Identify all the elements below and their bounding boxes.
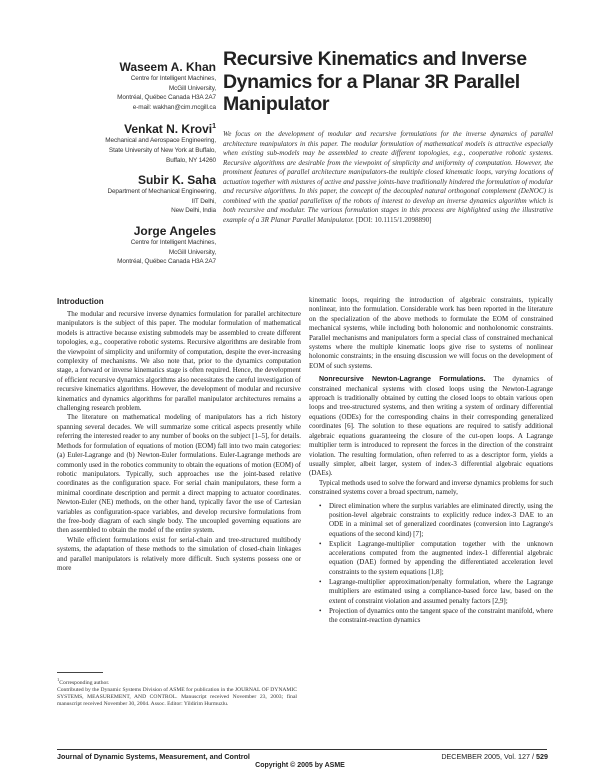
footnote-corresponding: $^1$Corresponding author. [57,677,110,686]
methods-list [317,502,553,626]
author-affiliation-line: Centre for Intelligent Machines, [130,75,216,82]
footnote-mark: 1 [57,677,60,682]
corresponding-author-mark: 1 [212,123,216,131]
author-affiliation-line: Montréal, Québec Canada H3A 2A7 [117,94,216,102]
footnote-divider [57,672,103,673]
author-affiliation-line: Department of Mechanical Engineering, [107,188,216,196]
intro-paragraph: While efficient formulations exist for serial-chain and tree-structured multibody systems, the adaptation of these methods to the simulation of closed-chain linkages and parallel manipulators is relatively more difficult. Such systems possess one or more [57,535,301,572]
author-block [40,173,216,216]
footer-journal-name: Journal of Dynamic Systems, Measurement, and Control [57,752,250,761]
author-block [40,224,216,267]
list-item: • Projection of dynamics onto the tangent space of the constraint manifold, where the constraint-reaction dynamics [317,607,553,626]
author-affiliation-line: Montréal, Québec Canada H3A 2A7 [117,258,216,266]
author-email: e-mail: wakhan@cim.mcgill.ca [132,103,216,111]
footnote-contributed: Contributed by the Dynamic Systems Division of ASME for publication in the JOURNAL OF DYNAMIC SYSTEMS, MEASUREMENT, AND CONTROL. Manuscript received November 23, 2003; final manuscript received November 30, 2004. Assoc. Editor: Yildirim Hurmuzlu. [57,686,297,708]
footer-divider [57,749,547,750]
author-affiliation-line: McGill University, [168,84,216,92]
footer-issue-info: DECEMBER 2005, Vol. 127 / 529 [441,752,548,761]
author-block [40,120,216,165]
run-in-text: The dynamics of constrained mechanical systems with closed loops using the Newton-Lagrange approach is traditionally obtained by cutting the closed loops to obtain various open loops and tree-structured systems, and then writing a system of ordinary differential equations (ODEs) for the corresponding chains in their corresponding generalized coordinates [6]. The solution to these equations are required to satisfy additional algebraic equations guaranteeing the closure of the cut-open loops. A Lagrange multiplier term is introduced to represent the forces in the direction of the constraint violation. The resulting formulation, often referred to as a descriptor form, yields a usually simpler, albeit larger, system of index-3 differential algebraic equations (DAEs). [309,375,553,478]
page-number: 529 [536,752,548,761]
author-affiliation-line: Buffalo, NY 14260 [166,156,216,164]
footnotes [57,676,297,708]
author-affiliation-line: New Delhi, India [171,207,216,215]
section-heading-introduction: Introduction [57,297,104,306]
intro-paragraph: The modular and recursive inverse dynamics formulation for parallel architecture manipulators is the subject of this paper. The modular formulation of mathematical models is attractive because existing submodels may be assembled to create different topologies, e.g., cooperative robotic systems. Recursive algorithms are desirable from the viewpoint of simplicity and uniformity of computation, despite the ever-increasing complexity of mechanisms. We also note that, prior to the dynamics computation stage, a forward or inverse kinematics stage is often required. Hence, the development of efficient recursive dynamics algorithms also necessitates the careful investigation of recursive kinematics algorithms. However, the development of modular and recursive kinematics and dynamics algorithms for parallel manipulator architectures remains a challenging research problem. [57,310,301,413]
footer-copyright: Copyright © 2005 by ASME [255,762,345,769]
list-item: • Lagrange-multiplier approximation/penalty formulation, where the Lagrange multipliers are estimated using a compliance-based force law, based on the extent of constraint violation and assumed penalty factors [2,9]; [317,578,553,606]
author-name: Waseem A. Khan [119,60,216,74]
author-block [40,60,216,112]
author-affiliation-line: State University of New York at Buffalo, [108,146,216,154]
author-affiliation-line: Centre for Intelligent Machines, [130,238,216,246]
run-in-heading: Nonrecursive Newton-Lagrange Formulations. [319,376,486,384]
author-affiliation-line: McGill University, [168,248,216,256]
list-item: • Direct elimination where the surplus variables are eliminated directly, using the position-level algebraic constraints to explicitly reduce index-3 DAE to an ODE in a minimal set of generalized coordinates (conversion into Lagrange's equations of the second kind) [7]; [317,502,553,540]
newton-lagrange-paragraph [309,375,553,478]
left-column [57,296,301,573]
right-column [309,296,553,626]
abstract-text: We focus on the development of modular and recursive formulations for the inverse dynamics of parallel architecture manipulators in this paper. The modular formulation of mathematical models is attractive especially when existing sub-models may be assembled to create different topologies, e.g., cooperative robotic systems. Recursive algorithms are desirable from the viewpoint of simplicity and uniformity of computation. However, the prominent features of parallel architecture manipulators-the multiple closed kinematic loops, varying locations of actuation together with mixtures of active and passive joints-have traditionally hindered the formulation of modular and recursive algorithms. In this paper, the concept of the decoupled natural orthogonal complement (DeNOC) is combined with the spatial parallelism of the robots of interest to develop an inverse dynamics algorithm which is both recursive and modular. The various formulation stages in this process are highlighted using the illustrative example of a 3R Planar Parallel Manipulator. [223,130,553,224]
doi-link[interactable]: [DOI: 10.1115/1.2098890] [355,215,432,224]
author-list [40,60,216,275]
list-item: • Explicit Lagrange-multiplier computation together with the unknown accelerations computed from the augmented index-1 differential algebraic equation (DAE) formed by appending the differentiated acceleration level constraints to the system equations [1,8]; [317,540,553,578]
author-affiliation-line: IIT Delhi, [191,197,216,205]
body-paragraph: kinematic loops, requiring the introduction of algebraic constraints, typically nonlinear, into the formulation. Considerable work has been reported in the literature on the specialization of the above methods to formulate the EOM of constrained mechanical systems, while including both holonomic and nonholonomic constraints. Parallel mechanisms and manipulators form a special class of constrained mechanical systems where the multiple kinematic loops give rise to systems of nonlinear holonomic constraints; in the ensuing discussion we will focus on the development of EOM of such systems. [309,296,553,370]
paper-title: Recursive Kinematics and Inverse Dynamics for a Planar 3R Parallel Manipulator [223,48,527,115]
author-affiliation-line: Mechanical and Aerospace Engineering, [105,137,216,145]
author-name: Subir K. Saha [137,173,216,188]
author-name: Jorge Angeles [133,223,216,238]
body-paragraph: Typical methods used to solve the forward and inverse dynamics problems for such constrained systems cover a broad spectrum, namely, [309,478,553,497]
intro-paragraph: The literature on mathematical modeling of manipulators has a rich history spanning several decades. We will summarize some critical aspects presently while referring the interested reader to any number of books on the subject [1–5], for details. Methods for formulation of equations of motion (EOM) fall into two main categories: (a) Euler-Lagrange and (b) Newton-Euler formulations. Euler-Lagrange methods are commonly used in the robotics community to obtain the equations of motion (EOM) of robotic manipulators. Typically, such approaches use the joint-based relative coordinates as the configuration space. For serial chain manipulators, these form a minimal coordinate description and permit a direct mapping to actuator coordinates. Newton-Euler (NE) methods, on the other hand, typically favor the use of Cartesian variables as configuration-space variables, and develop recursive formulations from the free-body diagram of each single body. The uncoupled governing equations are then assembled to obtain the model of the entire system. [57,413,301,535]
author-name: Venkat N. Krovi$^1$ [124,122,216,137]
abstract [223,130,553,225]
